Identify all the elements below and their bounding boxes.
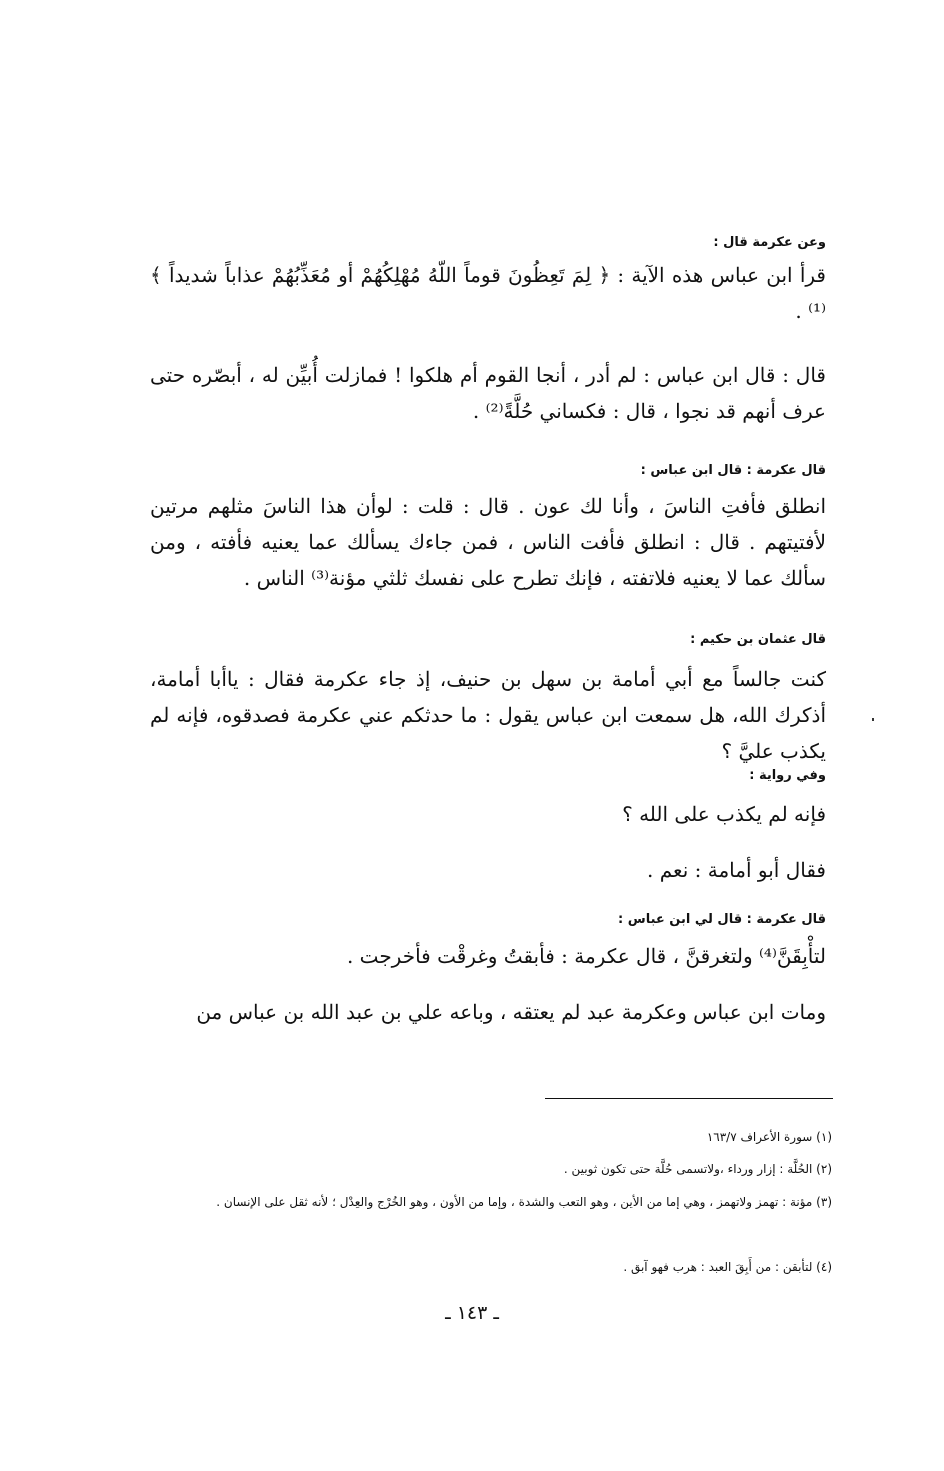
- section-heading: وعن عكرمة قال :: [713, 235, 826, 250]
- page-number: ـ ١٤٣ ـ: [445, 1302, 499, 1324]
- paragraph: كنت جالساً مع أبي أمامة بن سهل بن حنيف، إذ جاء عكرمة فقال : ياأبا أمامة، أذكرك الله، هل سمعت ابن عباس يقول : ما حدثكم عني عكرمة فصدقوه، فإنه لم يكذب عليَّ ؟: [150, 667, 826, 763]
- stray-mark: [872, 718, 874, 721]
- footnote: (٣) مؤنة : تهمز ولاتهمز ، وهي إما من الأين ، وهو التعب والشدة ، وإما من الأون ، وهو الخُرْج والعِدْل ؛ لأنه ثقل على الإنسان .: [216, 1195, 832, 1209]
- footnote-separator: [545, 1098, 833, 1099]
- section-heading: قال عكرمة : قال ابن عباس :: [640, 463, 826, 478]
- paragraph: قرأ ابن عباس هذه الآية : ﴿ لِمَ تَعِظُونَ قوماً اللّهُ مُهْلِكُهُمْ أو مُعَذِّبُهُمْ عذاباً شديداً ﴾⁽¹⁾ .: [150, 263, 826, 323]
- paragraph: انطلق فأفتِ الناسَ ، وأنا لك عون . قال : قلت : لوأن هذا الناسَ مثلهم مرتين لأفتيتهم . قال : انطلق فأفت الناس ، فمن جاءك يسألك عما يعنيه فأفته ، ومن سألك عما لا يعنيه فلاتفته ، فإنك تطرح على نفسك ثلثي مؤنة⁽³⁾ الناس .: [150, 494, 826, 590]
- footnote: (١) سورة الأعراف ١٦٣/٧: [706, 1130, 832, 1144]
- paragraph-line: فقال أبو أمامة : نعم .: [647, 858, 826, 882]
- footnote: (٤) لتأبقن : من أَبِقَ العبد : هرب فهو آبق .: [623, 1260, 832, 1274]
- paragraph: قال : قال ابن عباس : لم أدر ، أنجا القوم أم هلكوا ! فمازلت أُبيِّن له ، أبصّره حتى عرف أنهم قد نجوا ، قال : فكساني حُلَّةً⁽²⁾ .: [150, 363, 826, 423]
- paragraph-line: لتأْبِقَنَّ⁽⁴⁾ ولتغرقنَّ ، قال عكرمة : فأبقتُ وغرقْت فأخرجت .: [346, 944, 826, 968]
- section-heading: قال عثمان بن حكيم :: [690, 632, 826, 647]
- footnote: (٢) الحُلَّة : إزار ورداء ،ولاتسمى حُلَّة حتى تكون ثوبين .: [563, 1162, 832, 1176]
- section-heading: وفي رواية :: [749, 768, 826, 783]
- paragraph-line: فإنه لم يكذب على الله ؟: [622, 802, 826, 826]
- paragraph-line: ومات ابن عباس وعكرمة عبد لم يعتقه ، وباعه علي بن عبد الله بن عباس من: [196, 1000, 826, 1024]
- section-heading: قال عكرمة : قال لي ابن عباس :: [618, 912, 826, 927]
